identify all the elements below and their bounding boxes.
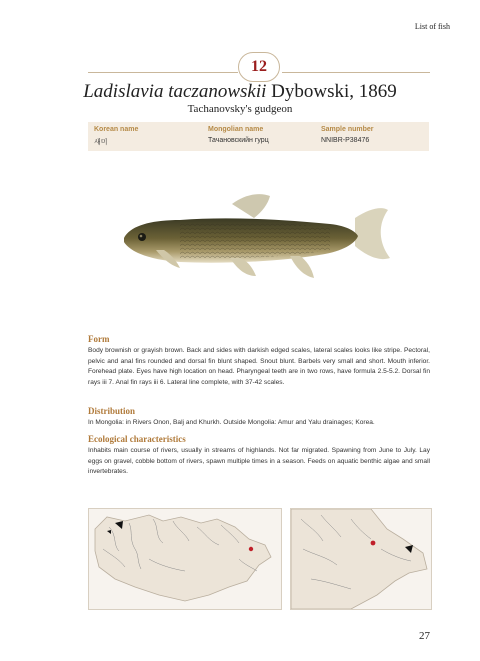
form-heading: Form xyxy=(88,334,110,344)
fish-photo xyxy=(120,190,400,300)
record-marker xyxy=(371,541,376,546)
sample-number-value: NNIBR-P38476 xyxy=(321,137,370,144)
mongolian-name-col xyxy=(208,126,269,144)
distribution-text: In Mongolia: in Rivers Onon, Balj and Khurkh. Outside Mongolia: Amur and Yalu drainages; Korea. xyxy=(88,419,375,426)
ecology-text: Inhabits main course of rivers, usually in streams of highlands. Not far migrated. Spawning from June to July. Lay eggs on gravel, cobble bottom of rivers, spawn multiple times in a season. Feeds on aquatic benthic algae and small invertebrates. xyxy=(88,447,430,476)
common-name: Tachanovsky's gudgeon xyxy=(187,103,293,115)
species-number-badge xyxy=(238,52,280,82)
ecology-heading: Ecological characteristics xyxy=(88,434,186,444)
title-rule-left xyxy=(88,72,238,73)
species-info-box xyxy=(88,122,429,151)
header-section-label: List of fish xyxy=(414,22,450,31)
korean-name-value: 새미 xyxy=(94,139,108,146)
scientific-name: Ladislavia taczanowskii xyxy=(83,81,267,102)
korean-name-col xyxy=(94,126,138,147)
distribution-heading: Distribution xyxy=(88,406,136,416)
record-marker xyxy=(249,547,253,551)
korean-name-label: Korean name xyxy=(94,126,139,133)
species-title xyxy=(0,81,480,103)
page-number: 27 xyxy=(419,630,430,642)
sample-number-col xyxy=(321,126,374,144)
mongolian-name-value: Тачановскийн гурц xyxy=(208,137,269,144)
species-number: 12 xyxy=(251,58,267,75)
species-author: Dybowski, 1869 xyxy=(271,81,397,102)
sample-number-label: Sample number xyxy=(321,126,374,133)
detail-distribution-map xyxy=(290,508,432,610)
title-rule-right xyxy=(282,72,430,73)
form-text: Body brownish or grayish brown. Back and sides with darkish edged scales, lateral scales looks like stripe. Pectoral, pelvic and anal fins rounded and dorsal fin blunt shaped. Snout blunt. Barbels very small and short. Mouth inferior. Forehead plate. Eyes have high location on head. Pharyngeal teeth are in two rows, have formula 2.5-5.2. Dorsal fin rays iii 7. Anal fin rays iii 6. Lateral line complete, with 37-42 scales. xyxy=(88,347,430,386)
mongolian-name-label: Mongolian name xyxy=(208,126,264,133)
mongolia-distribution-map xyxy=(88,508,282,610)
